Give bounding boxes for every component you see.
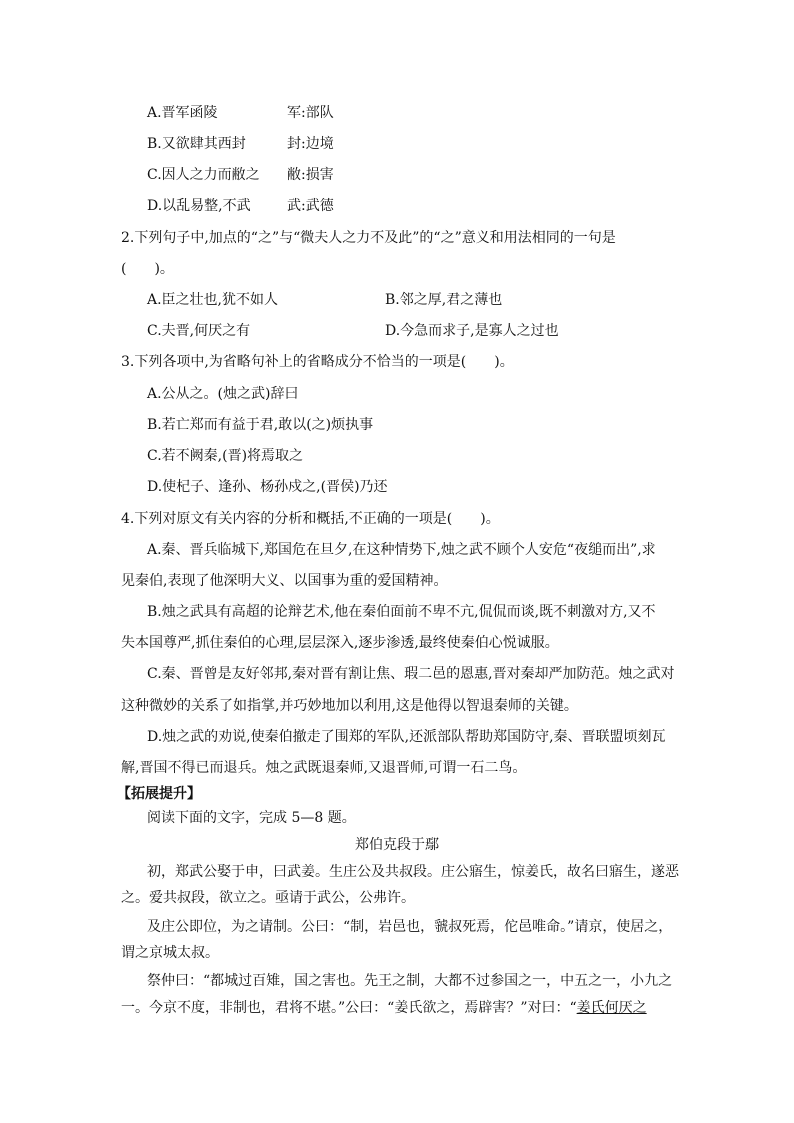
q3-stem: 3.下列各项中,为省略句补上的省略成分不恰当的一项是( )。 — [121, 354, 514, 370]
q4-option-c-cont: 这种微妙的关系了如指掌,并巧妙地加以利用,这是他得以智退秦师的关键。 — [121, 698, 578, 714]
q1-option-a — [147, 103, 218, 123]
passage-p3-underlined: 姜氏何厌之 — [576, 1000, 647, 1016]
q4-option-a: A.秦、晋兵临城下,郑国危在旦夕,在这种情势下,烛之武不顾个人安危“夜缒而出”,求 — [147, 542, 656, 558]
q3-option-c: C.若不阙秦,(晋)将焉取之 — [147, 448, 304, 464]
q4-option-c: C.秦、晋曾是友好邻邦,秦对晋有割让焦、瑕二邑的恩惠,晋对秦却严加防范。烛之武对 — [147, 666, 675, 682]
q3-option-b: B.若亡郑而有益于君,敢以(之)烦执事 — [147, 417, 374, 433]
section-heading: 【拓展提升】 — [117, 786, 201, 802]
q4-stem: 4.下列对原文有关内容的分析和概括,不正确的一项是( )。 — [121, 511, 500, 527]
q2-stem-cont: ( )。 — [121, 261, 174, 277]
passage-p3: 祭仲曰：“都城过百雉，国之害也。先王之制，大都不过参国之一，中五之一，小九之 — [147, 973, 673, 989]
q4-option-b: B.烛之武具有高超的论辩艺术,他在秦伯面前不卑不亢,侃侃而谈,既不刺激对方,又不 — [147, 604, 656, 620]
passage-title: 郑伯克段于鄢 — [355, 837, 439, 853]
q1-option-b: B.又欲肆其西封 — [147, 136, 246, 152]
q4-option-d: D.烛之武的劝说,使秦伯撤走了围郑的军队,还派部队帮助郑国防守,秦、晋联盟顷刻瓦 — [147, 729, 666, 745]
passage-p1-cont: 之。爱共叔段，欲立之。亟请于武公，公弗许。 — [121, 890, 415, 906]
q4-option-d-cont: 解,晋国不得已而退兵。烛之武既退秦师,又退晋师,可谓一石二鸟。 — [121, 760, 527, 776]
q1-option-c: C.因人之力而敝之 — [147, 167, 260, 183]
q1-option-a-text: A.晋军函陵 — [147, 105, 218, 121]
passage-p2-cont: 谓之京城太叔。 — [121, 945, 219, 961]
passage-p1: 初，郑武公娶于申，曰武姜。生庄公及共叔段。庄公寤生，惊姜氏，故名曰寤生，遂恶 — [147, 864, 679, 880]
q2-option-d: D.今急而求子,是寡人之过也 — [385, 323, 559, 339]
q1-option-c-gloss: 敝:损害 — [287, 167, 334, 183]
passage-p2: 及庄公即位，为之请制。公曰：“制，岩邑也，虢叔死焉，佗邑唯命。”请京，使居之， — [147, 919, 673, 935]
q3-option-d: D.使杞子、逢孙、杨孙戍之,(晋侯)乃还 — [147, 479, 388, 495]
q2-option-a: A.臣之壮也,犹不如人 — [147, 292, 279, 308]
q2-option-b: B.邻之厚,君之薄也 — [385, 292, 503, 308]
q2-stem: 2.下列句子中,加点的“之”与“微夫人之力不及此”的“之”意义和用法相同的一句是 — [121, 230, 616, 246]
q1-option-d-gloss: 武:武德 — [287, 198, 334, 214]
q4-option-b-cont: 失本国尊严,抓住秦伯的心理,层层深入,逐步渗透,最终使秦伯心悦诚服。 — [121, 635, 559, 651]
q1-option-a-gloss: 军:部队 — [287, 105, 334, 121]
passage-p3-text: 一。今京不度，非制也，君将不堪。”公曰：“姜氏欲之，焉辟害？”对曰：“ — [121, 1000, 577, 1016]
q1-option-b-gloss: 封:边境 — [287, 136, 334, 152]
q2-option-c: C.夫晋,何厌之有 — [147, 323, 251, 339]
q1-option-d: D.以乱易整,不武 — [147, 198, 251, 214]
q4-option-a-cont: 见秦伯,表现了他深明大义、以国事为重的爱国精神。 — [121, 573, 448, 589]
q3-option-a: A.公从之。(烛之武)辞曰 — [147, 386, 299, 402]
reading-intro: 阅读下面的文字，完成 5—8 题。 — [147, 810, 356, 826]
passage-p3-cont — [121, 998, 647, 1018]
